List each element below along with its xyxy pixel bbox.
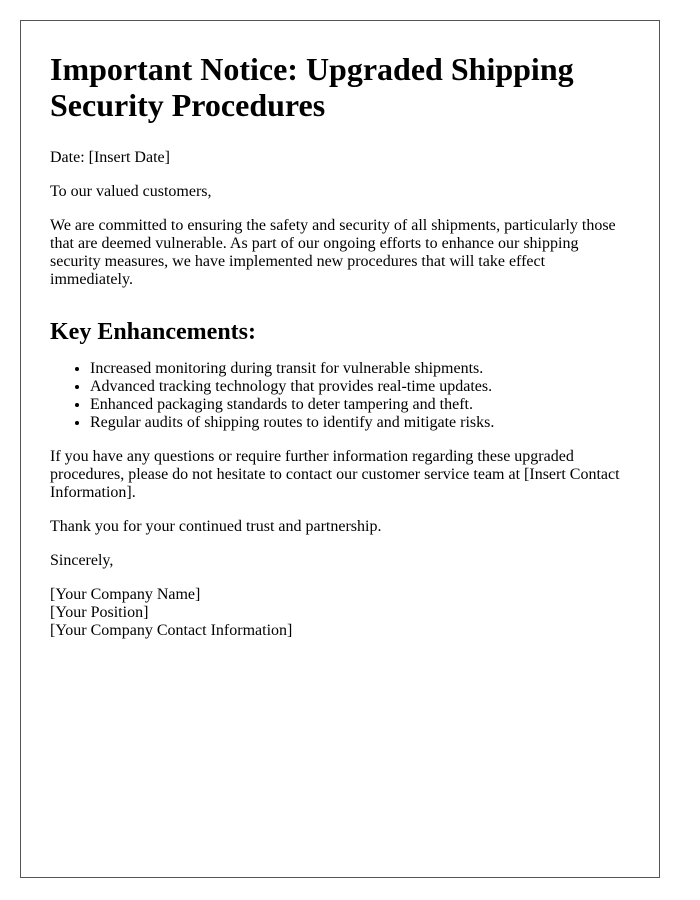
notice-page xyxy=(20,20,660,878)
signature-block xyxy=(50,586,630,640)
signature-company-name: [Your Company Name] xyxy=(50,586,201,603)
greeting: To our valued customers, xyxy=(50,183,212,200)
enhancement-item: • Regular audits of shipping routes to identify and mitigate risks. xyxy=(90,414,630,432)
signature-contact-info: [Your Company Contact Information] xyxy=(50,622,293,639)
contact-paragraph: If you have any questions or require further information regarding these upgraded procedures, please do not hesitate to contact our customer service team at [Insert Contact Information]. xyxy=(50,448,620,501)
enhancement-item: • Enhanced packaging standards to deter tampering and theft. xyxy=(90,396,630,414)
closing: Sincerely, xyxy=(50,552,114,569)
notice-title: Important Notice: Upgraded Shipping Security Procedures xyxy=(50,51,574,123)
thanks-paragraph: Thank you for your continued trust and partnership. xyxy=(50,518,382,535)
enhancement-item: • Advanced tracking technology that provides real-time updates. xyxy=(90,378,630,396)
date-line: Date: [Insert Date] xyxy=(50,149,170,166)
key-enhancements-heading: Key Enhancements: xyxy=(50,319,256,345)
enhancement-item: • Increased monitoring during transit for vulnerable shipments. xyxy=(90,360,630,378)
enhancements-list xyxy=(50,360,630,432)
intro-paragraph: We are committed to ensuring the safety and security of all shipments, particularly those that are deemed vulnerable. As part of our ongoing efforts to enhance our shipping security measures, we have implemented new procedures that will take effect immediately. xyxy=(50,217,616,288)
signature-position: [Your Position] xyxy=(50,604,149,621)
